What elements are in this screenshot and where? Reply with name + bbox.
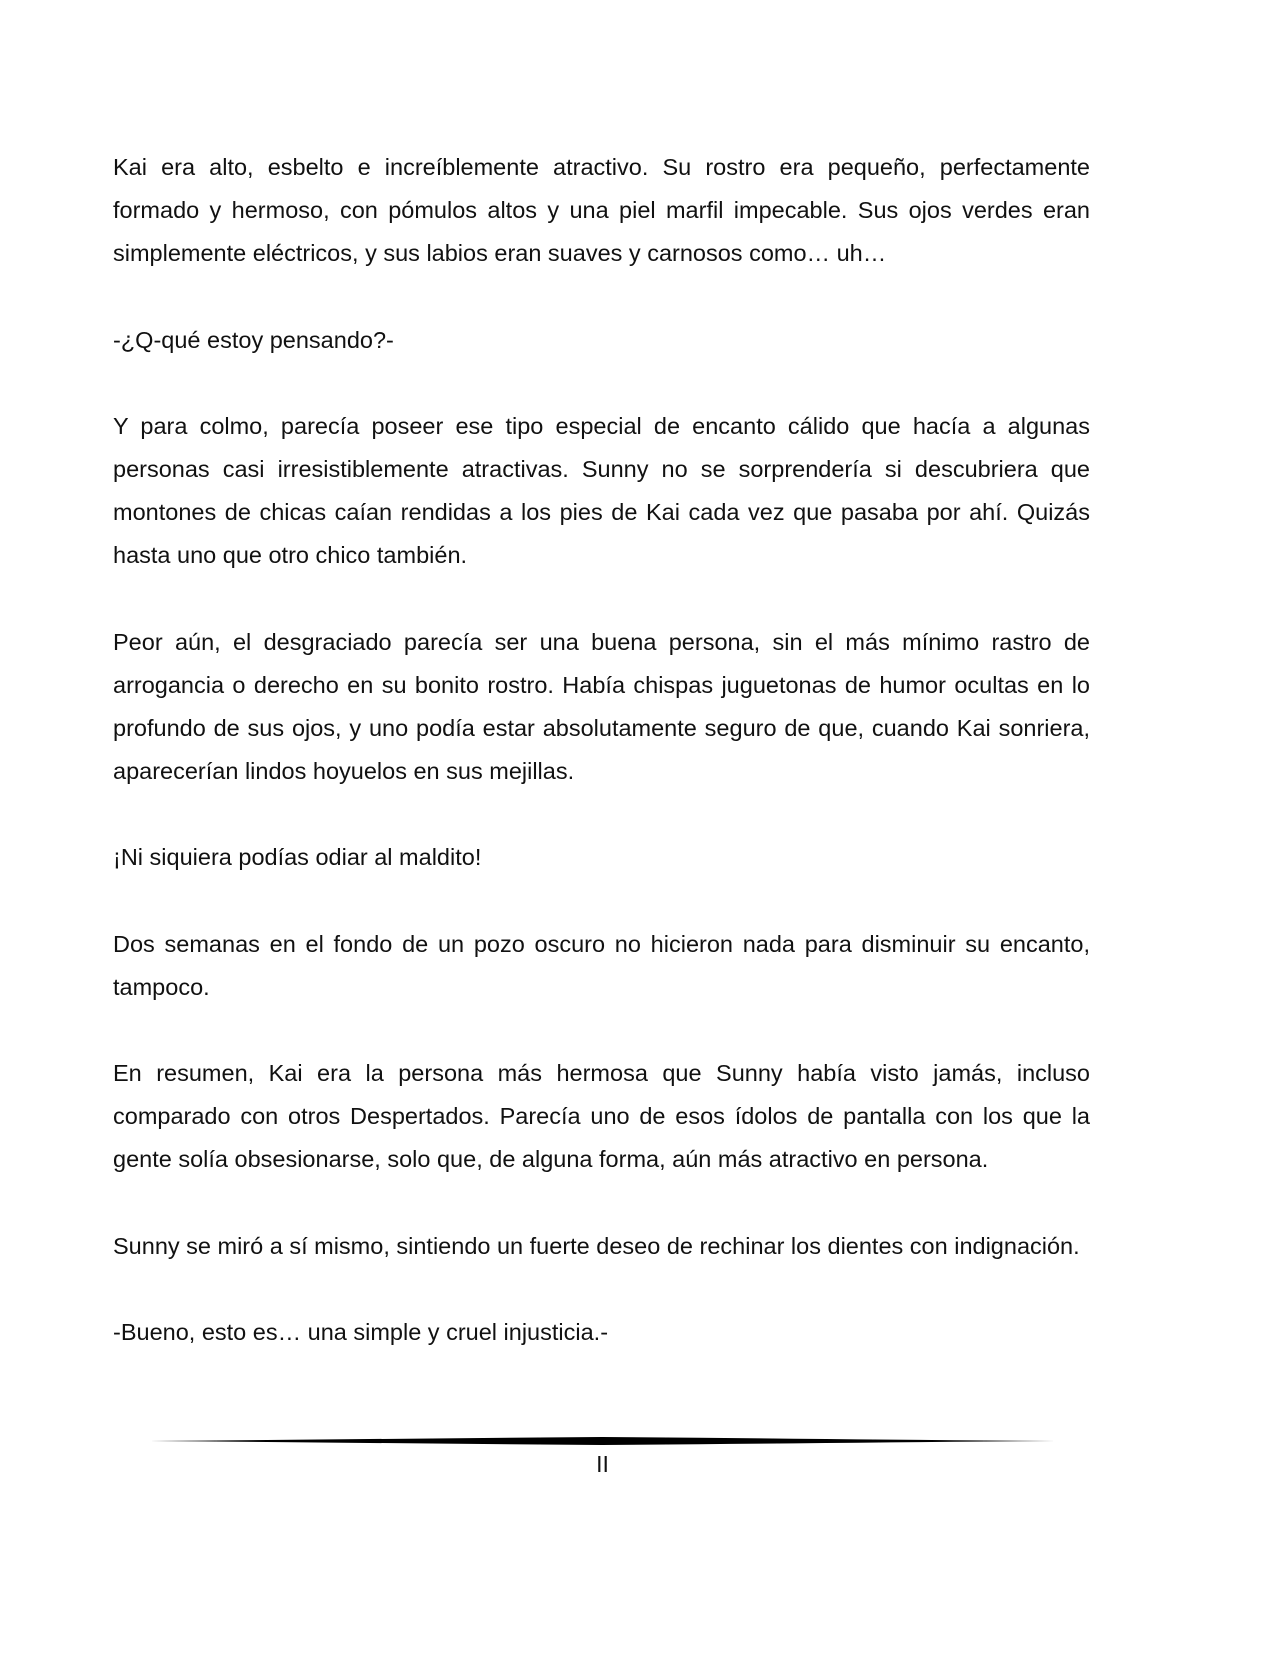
paragraph: -¿Q-qué estoy pensando?- — [113, 326, 394, 353]
paragraph: Y para colmo, parecía poseer ese tipo especial de encanto cálido que hacía a algunas personas casi irresistiblemente atractivas. Sunny no se sorprendería si descubriera que montones de chicas caían rendidas a los pies de Kai cada vez que pasaba por ahí. Quizás hasta uno que otro chico también. — [113, 412, 1090, 569]
paragraph: En resumen, Kai era la persona más hermosa que Sunny había visto jamás, incluso comparado con otros Despertados. Parecía uno de esos ídolos de pantalla con los que la gente solía obsesionarse, solo que, de alguna forma, aún más atractivo en persona. — [113, 1060, 1090, 1173]
body-text — [113, 146, 1090, 1397]
separator-swash — [150, 1437, 1055, 1445]
paragraph: Dos semanas en el fondo de un pozo oscuro no hicieron nada para disminuir su encanto, tampoco. — [113, 930, 1090, 1000]
paragraph: Peor aún, el desgraciado parecía ser una buena persona, sin el más mínimo rastro de arrogancia o derecho en su bonito rostro. Había chispas juguetonas de humor ocultas en lo profundo de sus ojos, y uno podía estar absolutamente seguro de que, cuando Kai sonriera, aparecerían lindos hoyuelos en sus mejillas. — [113, 628, 1090, 785]
page-number: II — [596, 1451, 609, 1477]
paragraph: Kai era alto, esbelto e increíblemente atractivo. Su rostro era pequeño, perfectamente formado y hermoso, con pómulos altos y una piel marfil impecable. Sus ojos verdes eran simplemente eléctricos, y sus labios eran suaves y carnosos como… uh… — [113, 154, 1090, 267]
paragraph: Sunny se miró a sí mismo, sintiendo un fuerte deseo de rechinar los dientes con indignación. — [113, 1232, 1080, 1259]
decorative-separator — [150, 1434, 1055, 1448]
paragraph: -Bueno, esto es… una simple y cruel injusticia.- — [113, 1318, 609, 1345]
paragraph: ¡Ni siquiera podías odiar al maldito! — [113, 844, 482, 871]
